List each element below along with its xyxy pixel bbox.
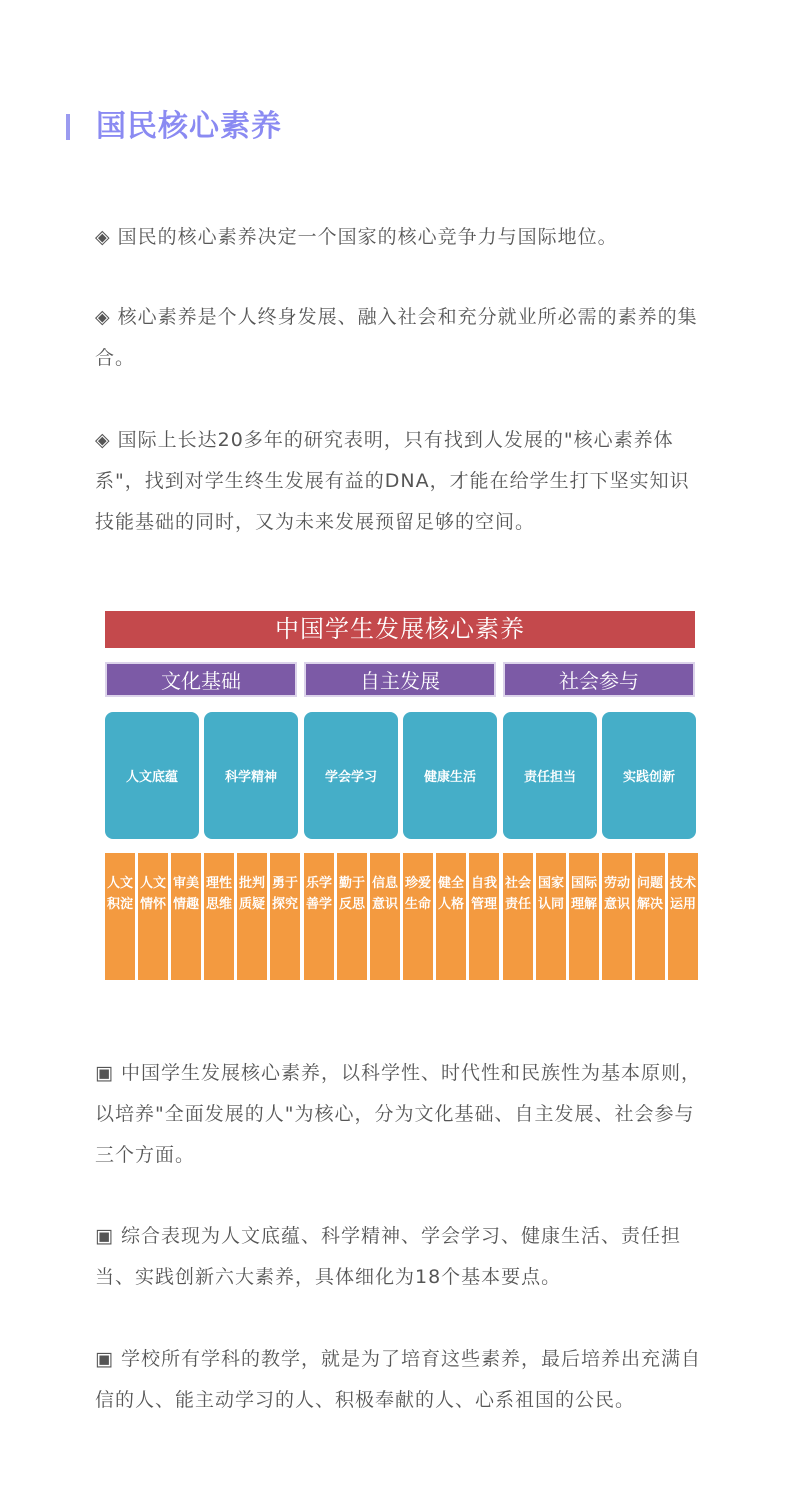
point-item: 审美情趣 bbox=[171, 853, 201, 980]
intro-paragraph-1: ◈ 国民的核心素养决定一个国家的核心竞争力与国际地位。 bbox=[95, 226, 618, 248]
point-item: 技术运用 bbox=[668, 853, 698, 980]
point-item: 珍爱生命 bbox=[403, 853, 433, 980]
point-item: 自我管理 bbox=[469, 853, 499, 980]
intro-paragraph-3: ◈ 国际上长达20多年的研究表明，只有找到人发展的"核心素养体系"，找到对学生终生发展有益的DNA，才能在给学生打下坚实知识技能基础的同时，又为未来发展预留足够的空间。 bbox=[95, 429, 690, 533]
point-item: 勇于探究 bbox=[270, 853, 300, 980]
outro-paragraph-3: ▣ 学校所有学科的教学，就是为了培育这些素养，最后培养出充满自信的人、能主动学习的人、积极奉献的人、心系祖国的公民。 bbox=[95, 1348, 701, 1411]
point-item: 国家认同 bbox=[536, 853, 566, 980]
point-item: 批判质疑 bbox=[237, 853, 267, 980]
aspect-self-development: 自主发展 bbox=[304, 662, 496, 697]
core-healthy-life: 健康生活 bbox=[403, 712, 497, 839]
outro-paragraph-2: ▣ 综合表现为人文底蕴、科学精神、学会学习、健康生活、责任担当、实践创新六大素养，具体细化为18个基本要点。 bbox=[95, 1225, 681, 1288]
point-item: 社会责任 bbox=[503, 853, 533, 980]
intro-paragraph-2: ◈ 核心素养是个人终身发展、融入社会和充分就业所必需的素养的集合。 bbox=[95, 306, 698, 369]
outro-paragraph-1: ▣ 中国学生发展核心素养，以科学性、时代性和民族性为基本原则，以培养"全面发展的人"为核心，分为文化基础、自主发展、社会参与三个方面。 bbox=[95, 1062, 701, 1166]
point-item: 勤于反思 bbox=[337, 853, 367, 980]
point-item: 国际理解 bbox=[569, 853, 599, 980]
aspect-culture-foundation: 文化基础 bbox=[105, 662, 297, 697]
page-title: 国民核心素养 bbox=[96, 109, 282, 144]
core-responsibility: 责任担当 bbox=[503, 712, 597, 839]
point-item: 人文情怀 bbox=[138, 853, 168, 980]
point-item: 信息意识 bbox=[370, 853, 400, 980]
core-science-spirit: 科学精神 bbox=[204, 712, 298, 839]
point-item: 乐学善学 bbox=[304, 853, 334, 980]
point-item: 问题解决 bbox=[635, 853, 665, 980]
point-item: 理性思维 bbox=[204, 853, 234, 980]
core-competency-diagram bbox=[100, 604, 700, 986]
core-humanities: 人文底蕴 bbox=[105, 712, 199, 839]
core-practice-innovation: 实践创新 bbox=[602, 712, 696, 839]
aspect-social-participation: 社会参与 bbox=[503, 662, 695, 697]
core-learning: 学会学习 bbox=[304, 712, 398, 839]
diagram-title: 中国学生发展核心素养 bbox=[105, 611, 695, 648]
point-item: 人文积淀 bbox=[105, 853, 135, 980]
heading-accent-bar bbox=[66, 114, 70, 140]
point-item: 劳动意识 bbox=[602, 853, 632, 980]
point-item: 健全人格 bbox=[436, 853, 466, 980]
